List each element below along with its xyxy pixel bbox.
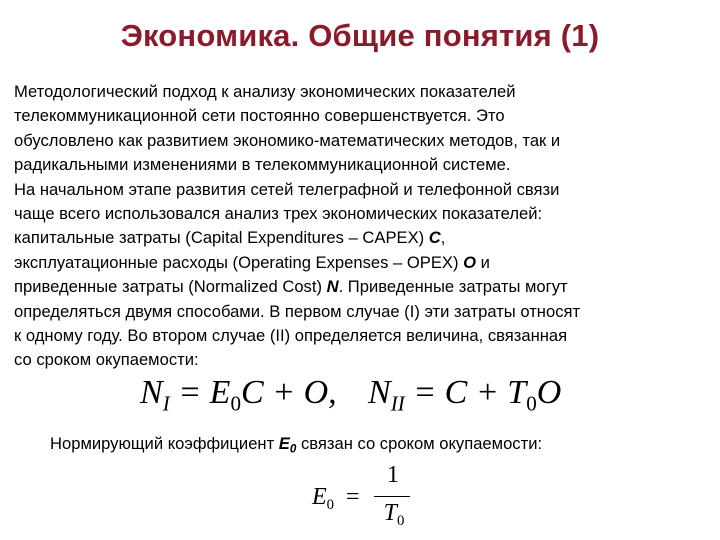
formula3-lhs-letter: E <box>312 484 327 510</box>
body-paragraph <box>14 80 714 373</box>
norm-text-end: связан со сроком окупаемости: <box>296 434 543 453</box>
opex-text: эксплуатационные расходы (Operating Expenses – OPEX) <box>14 252 464 272</box>
opex-symbol: O <box>463 252 477 272</box>
capex-symbol: C <box>428 228 441 248</box>
formula1-rhs-a: = E <box>169 374 231 411</box>
formula-n-one <box>140 374 337 416</box>
paragraph-line: к одному году. Во втором случае (II) определяется величина, связанная <box>14 326 568 346</box>
paragraph-line: обусловлено как развитием экономико-математических методов, так и <box>14 130 561 150</box>
paragraph-line: со сроком окупаемости: <box>14 350 199 370</box>
norm-symbol <box>278 434 297 456</box>
capex-line-end: , <box>440 228 446 248</box>
opex-line <box>14 251 714 275</box>
formula-e-zero <box>312 462 422 538</box>
formula2-lhs-sub: II <box>390 391 405 416</box>
cost-line <box>14 275 714 299</box>
formula1-lhs-sub: I <box>162 391 170 416</box>
normalizing-coefficient-text <box>50 434 542 455</box>
norm-text: Нормирующий коэффициент <box>50 434 279 453</box>
formula1-rhs-b: C + O, <box>240 374 337 411</box>
paragraph-line: радикальными изменениями в телекоммуникационной системе. <box>14 155 511 175</box>
cost-text: приведенные затраты (Normalized Cost) <box>14 277 327 297</box>
formula1-lhs: N <box>140 374 163 411</box>
norm-symbol-sub: 0 <box>289 442 297 456</box>
formula3-denominator <box>374 500 414 530</box>
formula3-equals: = <box>346 484 360 510</box>
formula3-den-sub: 0 <box>396 513 405 530</box>
paragraph-line: Методологический подход к анализу экономических показателей <box>14 82 516 101</box>
slide-title: Экономика. Общие понятия (1) <box>120 18 600 53</box>
paragraph-line: На начальном этапе развития сетей телеграфной и телефонной связи <box>14 179 560 199</box>
paragraph-line: определяться двумя способами. В первом случае (I) эти затраты относят <box>14 301 581 321</box>
paragraph-line: телекоммуникационной сети постоянно совершенствуется. Это <box>14 106 505 126</box>
formula-n-two <box>368 374 561 416</box>
formula3-lhs <box>312 484 334 514</box>
formula2-rhs-b: O <box>536 374 562 411</box>
formula2-rhs-a: = C + T <box>404 374 527 411</box>
cost-line-end: . Приведенные затраты могут <box>338 277 568 297</box>
formula2-lhs: N <box>368 374 391 411</box>
formula2-rhs-sub: 0 <box>526 391 537 416</box>
norm-symbol-letter: E <box>278 434 290 453</box>
opex-line-end: и <box>476 252 490 272</box>
capex-text: капитальные затраты (Capital Expenditures – CAPEX) <box>14 228 429 248</box>
formula1-rhs-sub: 0 <box>230 391 241 416</box>
capex-line <box>14 226 714 250</box>
formula3-den-letter: T <box>383 500 397 526</box>
cost-symbol: N <box>326 277 339 297</box>
formula3-lhs-sub: 0 <box>326 497 335 514</box>
paragraph-line: чаще всего использовался анализ трех экономических показателей: <box>14 204 543 224</box>
fraction-bar <box>374 496 410 497</box>
formula3-numerator: 1 <box>387 462 399 488</box>
